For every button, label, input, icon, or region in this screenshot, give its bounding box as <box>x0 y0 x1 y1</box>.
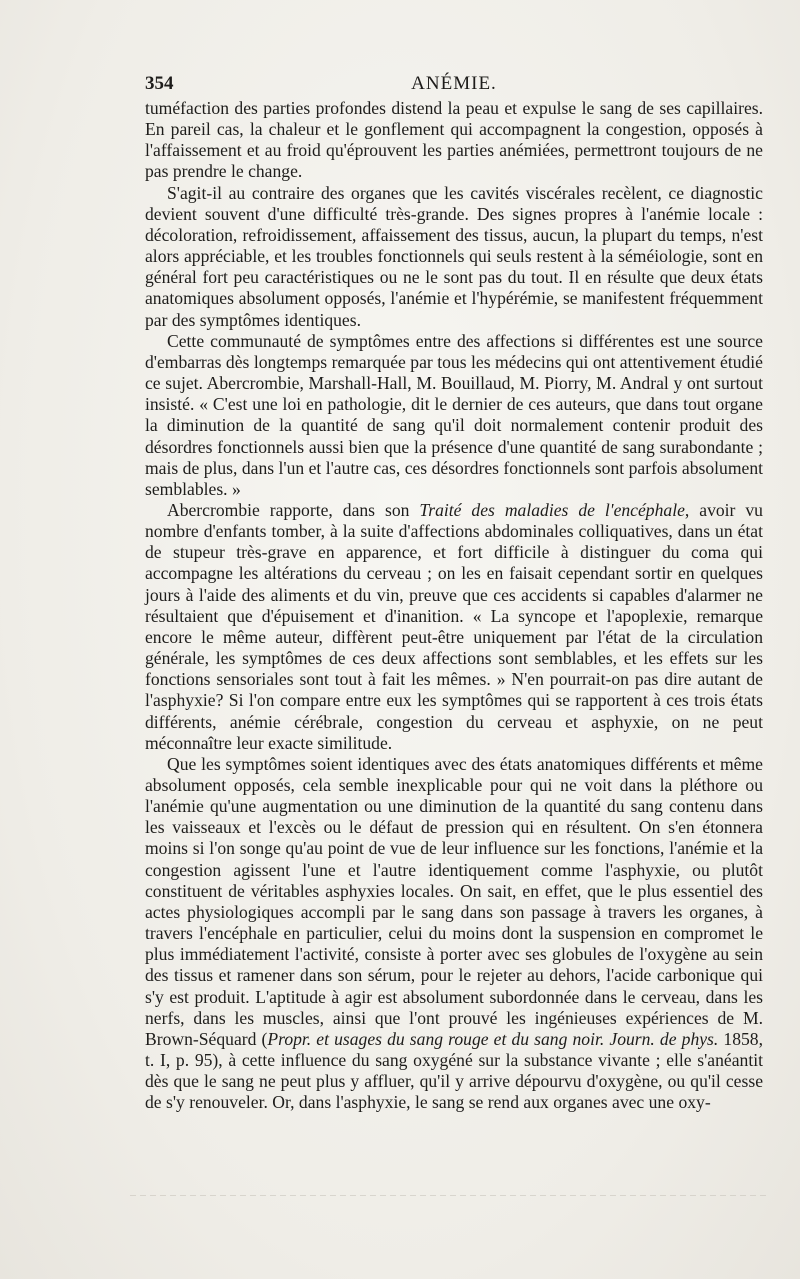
paragraph <box>145 754 763 1114</box>
text-run: Que les symptômes soient identiques avec des états anatomiques différents et même absolument opposés, cela semble inexplicable pour qui ne voit dans la pléthore ou l'anémie qu'une augmentation ou une diminution de la quantité du sang contenu dans les vaisseaux et l'excès ou le défaut de pression qui en résultent. On s'en étonnera moins si l'on songe qu'au point de vue de leur influence sur les fonctions, l'anémie et la congestion agissent l'une et l'autre identiquement comme l'asphyxie, ou plutôt constituent de véritables asphyxies locales. On sait, en effet, que le plus essentiel des actes physiologiques accompli par le sang dans son passage à travers les organes, à travers l'encéphale en particulier, celui du moins dont la suspension en compromet le plus immédiatement l'activité, consiste à porter avec ses globules de l'oxygène au sein des tissus et ramener dans son sérum, pour le rejeter au dehors, l'acide carbonique qui s'y est produit. L'aptitude à agir est absolument subordonnée dans le cerveau, dans les nerfs, dans les muscles, ainsi que l'ont prouvé les ingénieuses expériences de M. Brown-Séquard ( <box>145 753 763 1049</box>
page-number: 354 <box>145 73 174 94</box>
paragraph <box>145 183 763 331</box>
italic-citation: Traité des maladies de l'encéphale <box>419 499 685 520</box>
page-header <box>145 72 763 96</box>
text-run: 1858, t. I, p. 95), à cette influence du sang oxygéné sur la substance vivante ; elle s'anéantit dès que le sang ne peut plus y affluer, qu'il y arrive dépourvu d'oxygène, ou qu'il cesse de s'y renouveler. Or, dans l'asphyxie, le sang se rend aux organes avec une oxy- <box>145 1028 763 1113</box>
italic-citation: Propr. et usages du sang rouge et du sang noir. Journ. de phys. <box>267 1028 719 1049</box>
text-run: Abercrombie rapporte, dans son <box>167 499 420 520</box>
text-run: , avoir vu nombre d'enfants tomber, à la suite d'affections abdominales colliquatives, dans un état de stupeur très-grave en apparence, et fort difficile à distinguer du coma qui accompagne les altérations du cerveau ; on les en faisait cependant sortir en quelques jours à l'aide des aliments et du vin, preuve que ces accidents si capables d'alarmer ne résultaient que d'épuisement et d'inanition. « La syncope et l'apoplexie, remarque encore le même auteur, diffèrent peut-être uniquement par l'état de la circulation générale, les symptômes de ces deux affections sont semblables, et les effets sur les fonctions sensoriales sont tout à fait les mêmes. » N'en pourrait-on pas dire autant de l'asphyxie? Si l'on compare entre eux les symptômes qui se rapportent à ces trois états différents, anémie cérébrale, congestion du cerveau et asphyxie, on ne peut méconnaître leur exacte similitude. <box>145 499 763 753</box>
paragraph <box>145 98 763 183</box>
text-run: S'agit-il au contraire des organes que les cavités viscérales recèlent, ce diagnostic devient souvent d'une difficulté très-grande. Des signes propres à l'anémie locale : décoloration, refroidissement, affaissement des tissus, aucun, la plupart du temps, n'est alors appréciable, et les troubles fonctionnels qui seuls restent à la séméiologie, sont en général fort peu caractéristiques ou ne le sont pas du tout. Il en résulte que deux états anatomiques absolument opposés, l'anémie et l'hypérémie, se manifestent fréquemment par des symptômes identiques. <box>145 182 763 330</box>
paragraph <box>145 331 763 500</box>
bottom-bleed-through <box>130 1195 770 1196</box>
paragraph <box>145 500 763 754</box>
text-run: Cette communauté de symptômes entre des affections si différentes est une source d'embarras dès longtemps remarquée par tous les médecins qui ont attentivement étudié ce sujet. Abercrombie, Marshall-Hall, M. Bouillaud, M. Piorry, M. Andral y ont surtout insisté. « C'est une loi en pathologie, dit le dernier de ces auteurs, que dans tout organe la diminution de la quantité de sang qu'il doit normalement contenir produit des désordres fonctionnels aussi bien que la présence d'une quantité de sang surabondante ; mais de plus, dans l'un et l'autre cas, ces désordres fonctionnels sont parfois absolument semblables. » <box>145 330 763 499</box>
body-text <box>145 98 763 1114</box>
running-title: ANÉMIE. <box>411 73 497 94</box>
text-run: tuméfaction des parties profondes distend la peau et expulse le sang de ses capillaires. En pareil cas, la chaleur et le gonflement qui accompagnent la congestion, opposés à l'affaissement et au froid qu'éprouvent les parties anémiées, permettront toujours de ne pas prendre le change. <box>145 98 763 182</box>
